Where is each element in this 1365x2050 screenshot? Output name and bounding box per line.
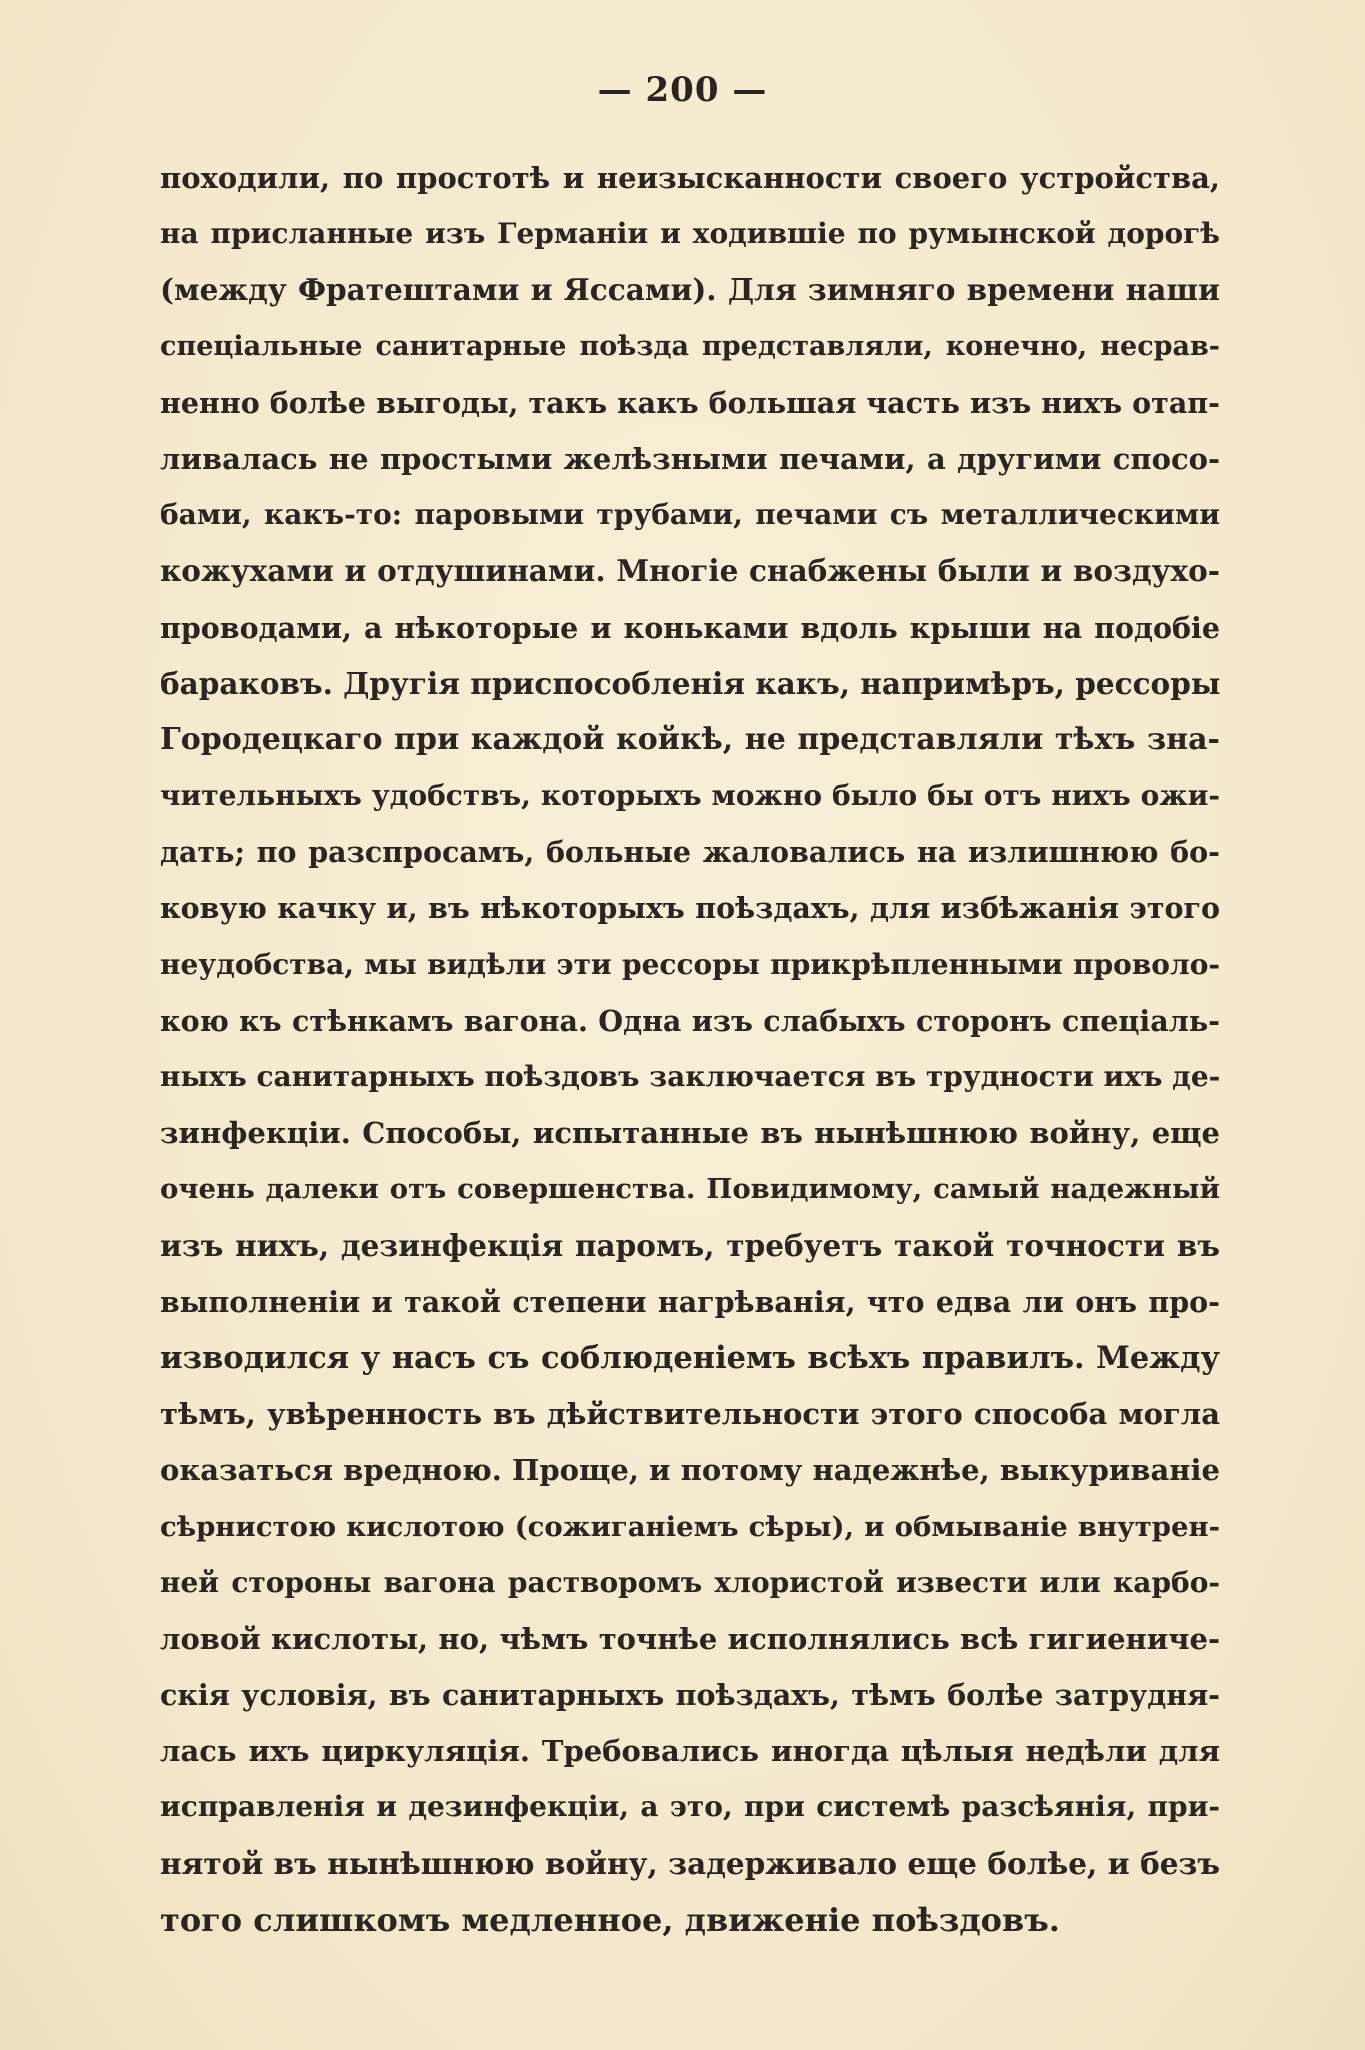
text-line: того слишкомъ медленное, движеніе поѣздовъ.: [160, 1900, 1060, 1939]
text-line: оказаться вредною. Проще, и потому надежнѣе, выкуриваніе: [160, 1453, 1220, 1488]
text-line: ловой кислоты, но, чѣмъ точнѣе исполнялись всѣ гигиениче-: [160, 1621, 1220, 1656]
text-line: проводами, а нѣкоторые и коньками вдоль крыши на подобіе: [160, 610, 1220, 645]
text-line: лась ихъ циркуляція. Требовались иногда цѣлыя недѣли для: [160, 1734, 1220, 1769]
text-line: изводился у насъ съ соблюденіемъ всѣхъ правилъ. Между: [160, 1339, 1220, 1376]
text-line: спеціальные санитарные поѣзда представляли, конечно, несрав-: [160, 330, 1220, 362]
text-line: бами, какъ-то: паровыми трубами, печами съ металлическими: [160, 498, 1220, 532]
text-line: кожухами и отдушинами. Многіе снабжены были и воздухо-: [160, 553, 1220, 589]
text-line: исправленія и дезинфекціи, а это, при системѣ разсѣянія, при-: [160, 1790, 1220, 1824]
text-line: ливалась не простыми желѣзными печами, а другими спосо-: [160, 441, 1220, 476]
text-line: выполненіи и такой степени нагрѣванія, что едва ли онъ про-: [160, 1284, 1220, 1319]
text-line: ней стороны вагона растворомъ хлористой извести или карбо-: [160, 1565, 1220, 1599]
text-line: ненно болѣе выгоды, такъ какъ большая часть изъ нихъ отап-: [160, 385, 1220, 420]
page-number: — 200 —: [597, 70, 768, 110]
text-line: Городецкаго при каждой койкѣ, не представляли тѣхъ зна-: [160, 721, 1220, 757]
text-line: кою къ стѣнкамъ вагона. Одна изъ слабыхъ сторонъ спеціаль-: [160, 1003, 1220, 1038]
text-line: походили, по простотѣ и неизысканности своего устройства,: [160, 161, 1220, 195]
text-line: нятой въ нынѣшнюю войну, задерживало еще болѣе, и безъ: [160, 1845, 1220, 1881]
text-line: неудобства, мы видѣли эти рессоры прикрѣпленными проволо-: [160, 947, 1220, 981]
text-line: изъ нихъ, дезинфекція паромъ, требуетъ такой точности въ: [160, 1227, 1220, 1263]
body-text: [160, 150, 1220, 1948]
text-line: бараковъ. Другія приспособленія какъ, напримѣръ, рессоры: [160, 665, 1221, 701]
text-line: чительныхъ удобствъ, которыхъ можно было бы отъ нихъ ожи-: [160, 779, 1220, 813]
text-line: на присланные изъ Германіи и ходившіе по румынской дорогѣ: [160, 217, 1220, 251]
text-line: сѣрнистою кислотою (сожиганіемъ сѣры), и обмываніе внутрен-: [160, 1510, 1220, 1543]
text-line: (между Фратештами и Яссами). Для зимняго времени наши: [160, 272, 1220, 308]
text-line: скія условія, въ санитарныхъ поѣздахъ, тѣмъ болѣе затрудня-: [160, 1678, 1220, 1713]
text-line: тѣмъ, увѣренность въ дѣйствительности этого способа могла: [160, 1397, 1220, 1432]
text-line: очень далеки отъ совершенства. Повидимому, самый надежный: [160, 1173, 1220, 1206]
text-line: дать; по разспросамъ, больные жаловались на излишнюю бо-: [160, 835, 1220, 870]
text-line: зинфекціи. Способы, испытанные въ нынѣшнюю войну, еще: [160, 1116, 1220, 1151]
text-line: ныхъ санитарныхъ поѣздовъ заключается въ трудности ихъ де-: [160, 1060, 1221, 1093]
text-line: ковую качку и, въ нѣкоторыхъ поѣздахъ, для избѣжанія этого: [160, 891, 1220, 926]
